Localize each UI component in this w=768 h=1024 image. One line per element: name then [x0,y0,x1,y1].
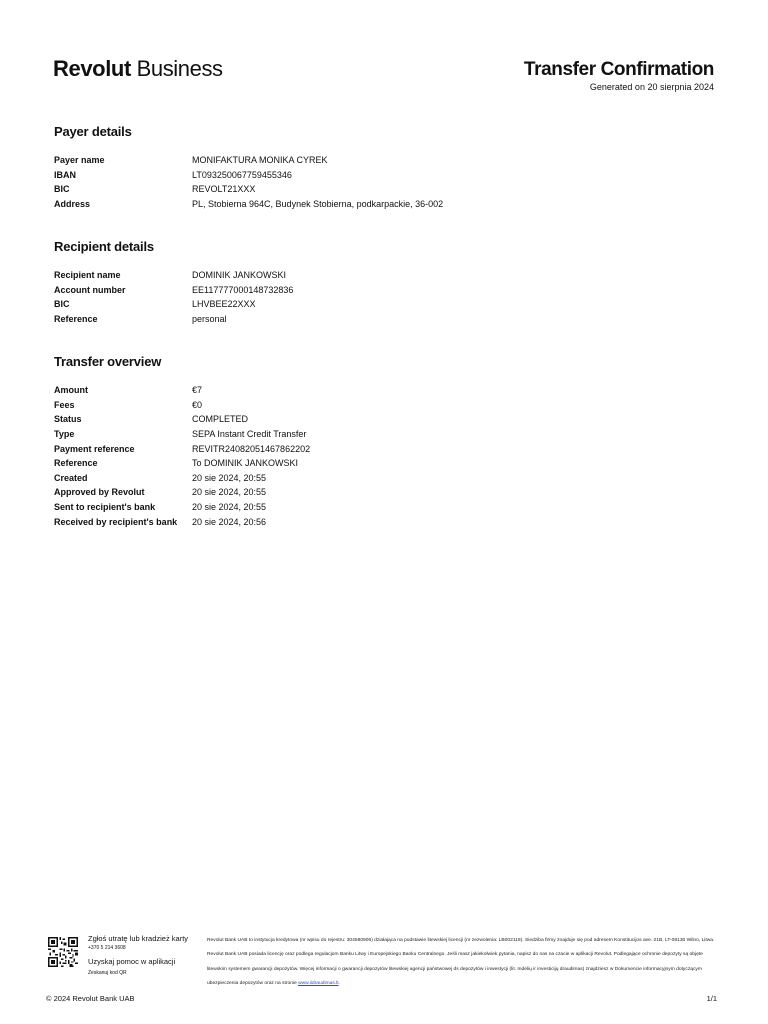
detail-row [54,168,714,183]
detail-value: REVOLT21XXX [192,184,256,195]
detail-label: Address [54,199,91,210]
detail-row [54,441,714,456]
detail-label: Type [54,429,75,440]
detail-row [54,312,714,327]
detail-label: IBAN [54,169,76,180]
recipient-details-section [54,239,714,326]
legal-body: Revolut Bank UAB to instytucja kredytowa (nr wpisu do rejestru: 304580906) działająca na podstawie litewskiej licencji (nr zezwolenia: LB002119). Siedziba firmy znajduje się pod adresem Konstitucijos ave. 21B, LT-08130 Wilno, Litwa. Revolut Bank UAB posiada licencję oraz podlega regulacjom Banku Litwy i Europejskiego Banku Centralnego. Jeśli masz jakiekolwiek pytania, napisz do nas na czacie w aplikacji Revolut. Podlegające ochronie depozyty są objęte litewskim systemem gwarancji depozytów. Więcej informacji o gwarancji depozytów litewskiej agencji państwowej ds depozytów i inwestycji (lit. Indėlių ir investicijų draudimas) znajdziesz w Dokumencie informacyjnym dotyczącym ubezpieczenia depozytów oraz na stronie [207,938,715,986]
detail-row [54,297,714,312]
detail-label: Reference [54,458,98,469]
detail-label: Approved by Revolut [54,487,145,498]
detail-value: €7 [192,385,203,396]
detail-label: Payer name [54,155,105,166]
detail-row [54,383,714,398]
detail-value: 20 sie 2024, 20:55 [192,487,267,498]
detail-value: LHVBEE22XXX [192,299,256,310]
qr-label: Zeskanuj kod QR [88,970,127,976]
detail-value: LT093250067759455346 [192,169,292,180]
payer-details-section [54,124,714,211]
detail-value: PL, Stobierna 964C, Budynek Stobierna, podkarpackie, 36-002 [192,199,444,210]
in-app-help-link[interactable]: Uzyskaj pomoc w aplikacji [88,957,176,966]
report-card-link[interactable]: Zgłoś utratę lub kradzież karty [88,934,189,943]
section-title: Transfer overview [54,354,162,369]
section-title: Recipient details [54,239,154,254]
logo-bold-text: Revolut [53,56,131,81]
detail-value: REVITR24082051467862202 [192,443,311,454]
detail-row [54,268,714,283]
detail-label: Status [54,414,82,425]
detail-label: BIC [54,184,70,195]
detail-label: Recipient name [54,270,121,281]
page-number: 1/1 [706,994,717,1003]
copyright: © 2024 Revolut Bank UAB [46,994,135,1003]
detail-row [54,514,714,529]
detail-row [54,153,714,168]
detail-label: BIC [54,299,70,310]
detail-label: Amount [54,385,88,396]
detail-value: DOMINIK JANKOWSKI [192,270,287,281]
qr-code-icon[interactable] [48,937,78,967]
detail-label: Payment reference [54,443,135,454]
detail-value: €0 [192,399,203,410]
detail-row [54,427,714,442]
detail-row [54,197,714,212]
detail-value: 20 sie 2024, 20:55 [192,472,267,483]
footer [48,934,720,984]
detail-label: Account number [54,284,126,295]
legal-text [207,934,719,991]
phone-number[interactable]: +370 5 214 3608 [88,945,126,951]
detail-value: MONIFAKTURA MONIKA CYREK [192,155,328,166]
detail-row [54,500,714,515]
legal-end: . [338,980,340,986]
detail-row [54,398,714,413]
revolut-business-logo [53,56,223,82]
detail-value: 20 sie 2024, 20:55 [192,502,267,513]
title-block [524,59,714,93]
document-title: Transfer Confirmation [523,59,714,80]
detail-label: Created [54,472,88,483]
detail-row [54,456,714,471]
detail-label: Sent to recipient's bank [54,502,156,513]
detail-row [54,412,714,427]
detail-label: Fees [54,399,75,410]
help-block [88,934,188,978]
detail-row [54,283,714,298]
detail-value: SEPA Instant Credit Transfer [192,429,307,440]
detail-label: Received by recipient's bank [54,516,178,527]
generated-date: Generated on 20 sierpnia 2024 [589,82,714,92]
logo-regular-text: Business [136,56,223,81]
detail-value: personal [192,314,227,325]
detail-row [54,471,714,486]
section-title: Payer details [54,124,132,139]
detail-value: COMPLETED [192,414,249,425]
detail-row [54,485,714,500]
detail-value: To DOMINIK JANKOWSKI [192,458,299,469]
detail-value: 20 sie 2024, 20:56 [192,516,267,527]
detail-row [54,182,714,197]
detail-value: EE117777000148732836 [192,284,294,295]
transfer-overview-section [54,354,714,529]
detail-label: Reference [54,314,98,325]
deposit-insurance-link[interactable]: www.iidraudimas.lt [298,980,339,986]
